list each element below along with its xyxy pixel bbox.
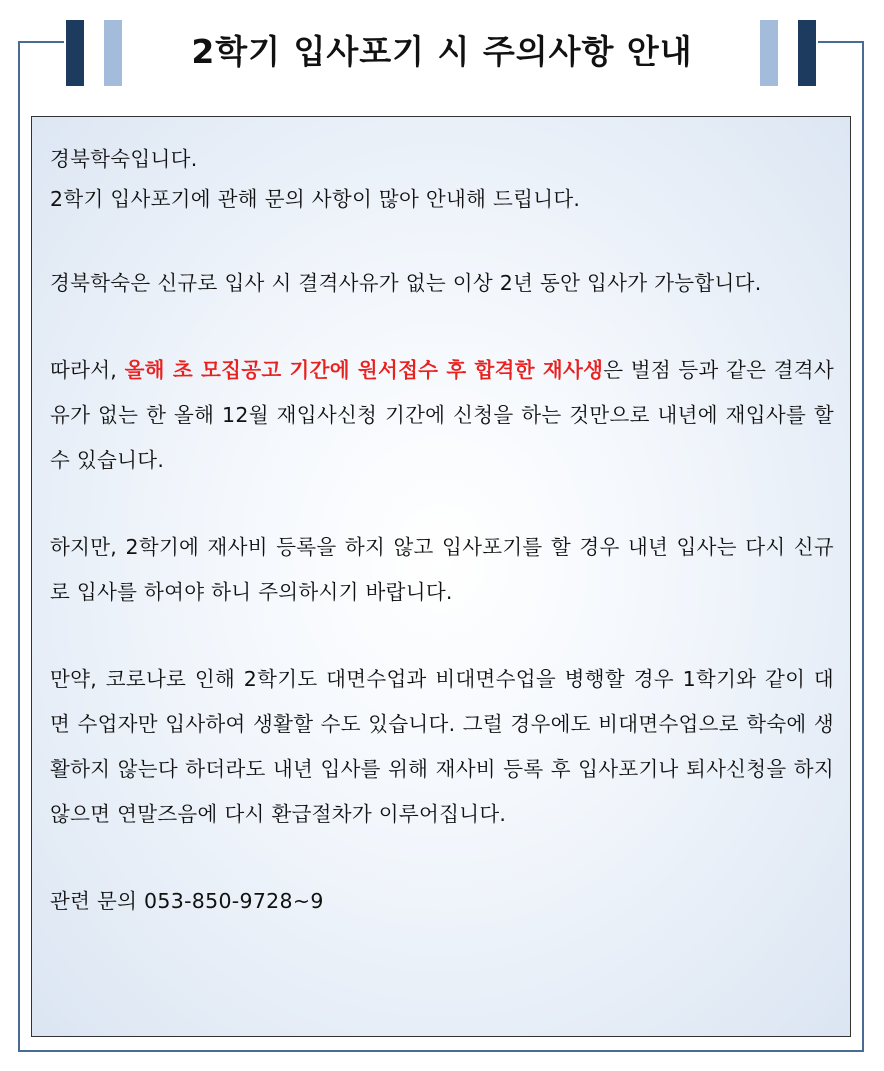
intro-text: 2학기 입사포기에 관해 문의 사항이 많아 안내해 드립니다. bbox=[50, 187, 581, 211]
notice-content bbox=[31, 116, 851, 1037]
intro-paragraph bbox=[50, 139, 834, 219]
right-dark-bar bbox=[798, 20, 816, 86]
left-light-bar bbox=[104, 20, 122, 86]
thus-paragraph bbox=[50, 348, 834, 483]
thus-prefix: 따라서, bbox=[50, 358, 125, 382]
page-title: 2학기 입사포기 시 주의사항 안내 bbox=[191, 32, 693, 71]
right-light-bar bbox=[760, 20, 778, 86]
highlighted-text: 올해 초 모집공고 기간에 원서접수 후 합격한 재사생 bbox=[124, 358, 604, 382]
however-paragraph: 하지만, 2학기에 재사비 등록을 하지 않고 입사포기를 할 경우 내년 입사는 다시 신규로 입사를 하여야 하니 주의하시기 바랍니다. bbox=[50, 535, 834, 604]
frame-top-right-line bbox=[818, 41, 864, 43]
greeting-text: 경북학숙입니다. bbox=[50, 147, 198, 171]
covid-paragraph: 만약, 코로나로 인해 2학기도 대면수업과 비대면수업을 병행할 경우 1학기와 같이 대면 수업자만 입사하여 생활할 수도 있습니다. 그럴 경우에도 비대면수업으로 학숙에 생활하지 않는다 하더라도 내년 입사를 위해 재사비 등록 후 입사포기나 퇴사신청을 하지 않으면 연말즈음에 다시 환급절차가 이루어집니다. bbox=[50, 667, 834, 826]
frame-top-left-line bbox=[18, 41, 64, 43]
left-dark-bar bbox=[66, 20, 84, 86]
thus-suffix: 은 벌점 등과 같은 결격사유가 없는 한 올해 12월 재입사신청 기간에 신청을 하는 것만으로 내년에 재입사를 할 수 있습니다. bbox=[50, 358, 834, 472]
rule-paragraph: 경북학숙은 신규로 입사 시 결격사유가 없는 이상 2년 동안 입사가 가능합니다. bbox=[50, 271, 762, 295]
contact-text: 관련 문의 053-850-9728~9 bbox=[50, 889, 324, 913]
